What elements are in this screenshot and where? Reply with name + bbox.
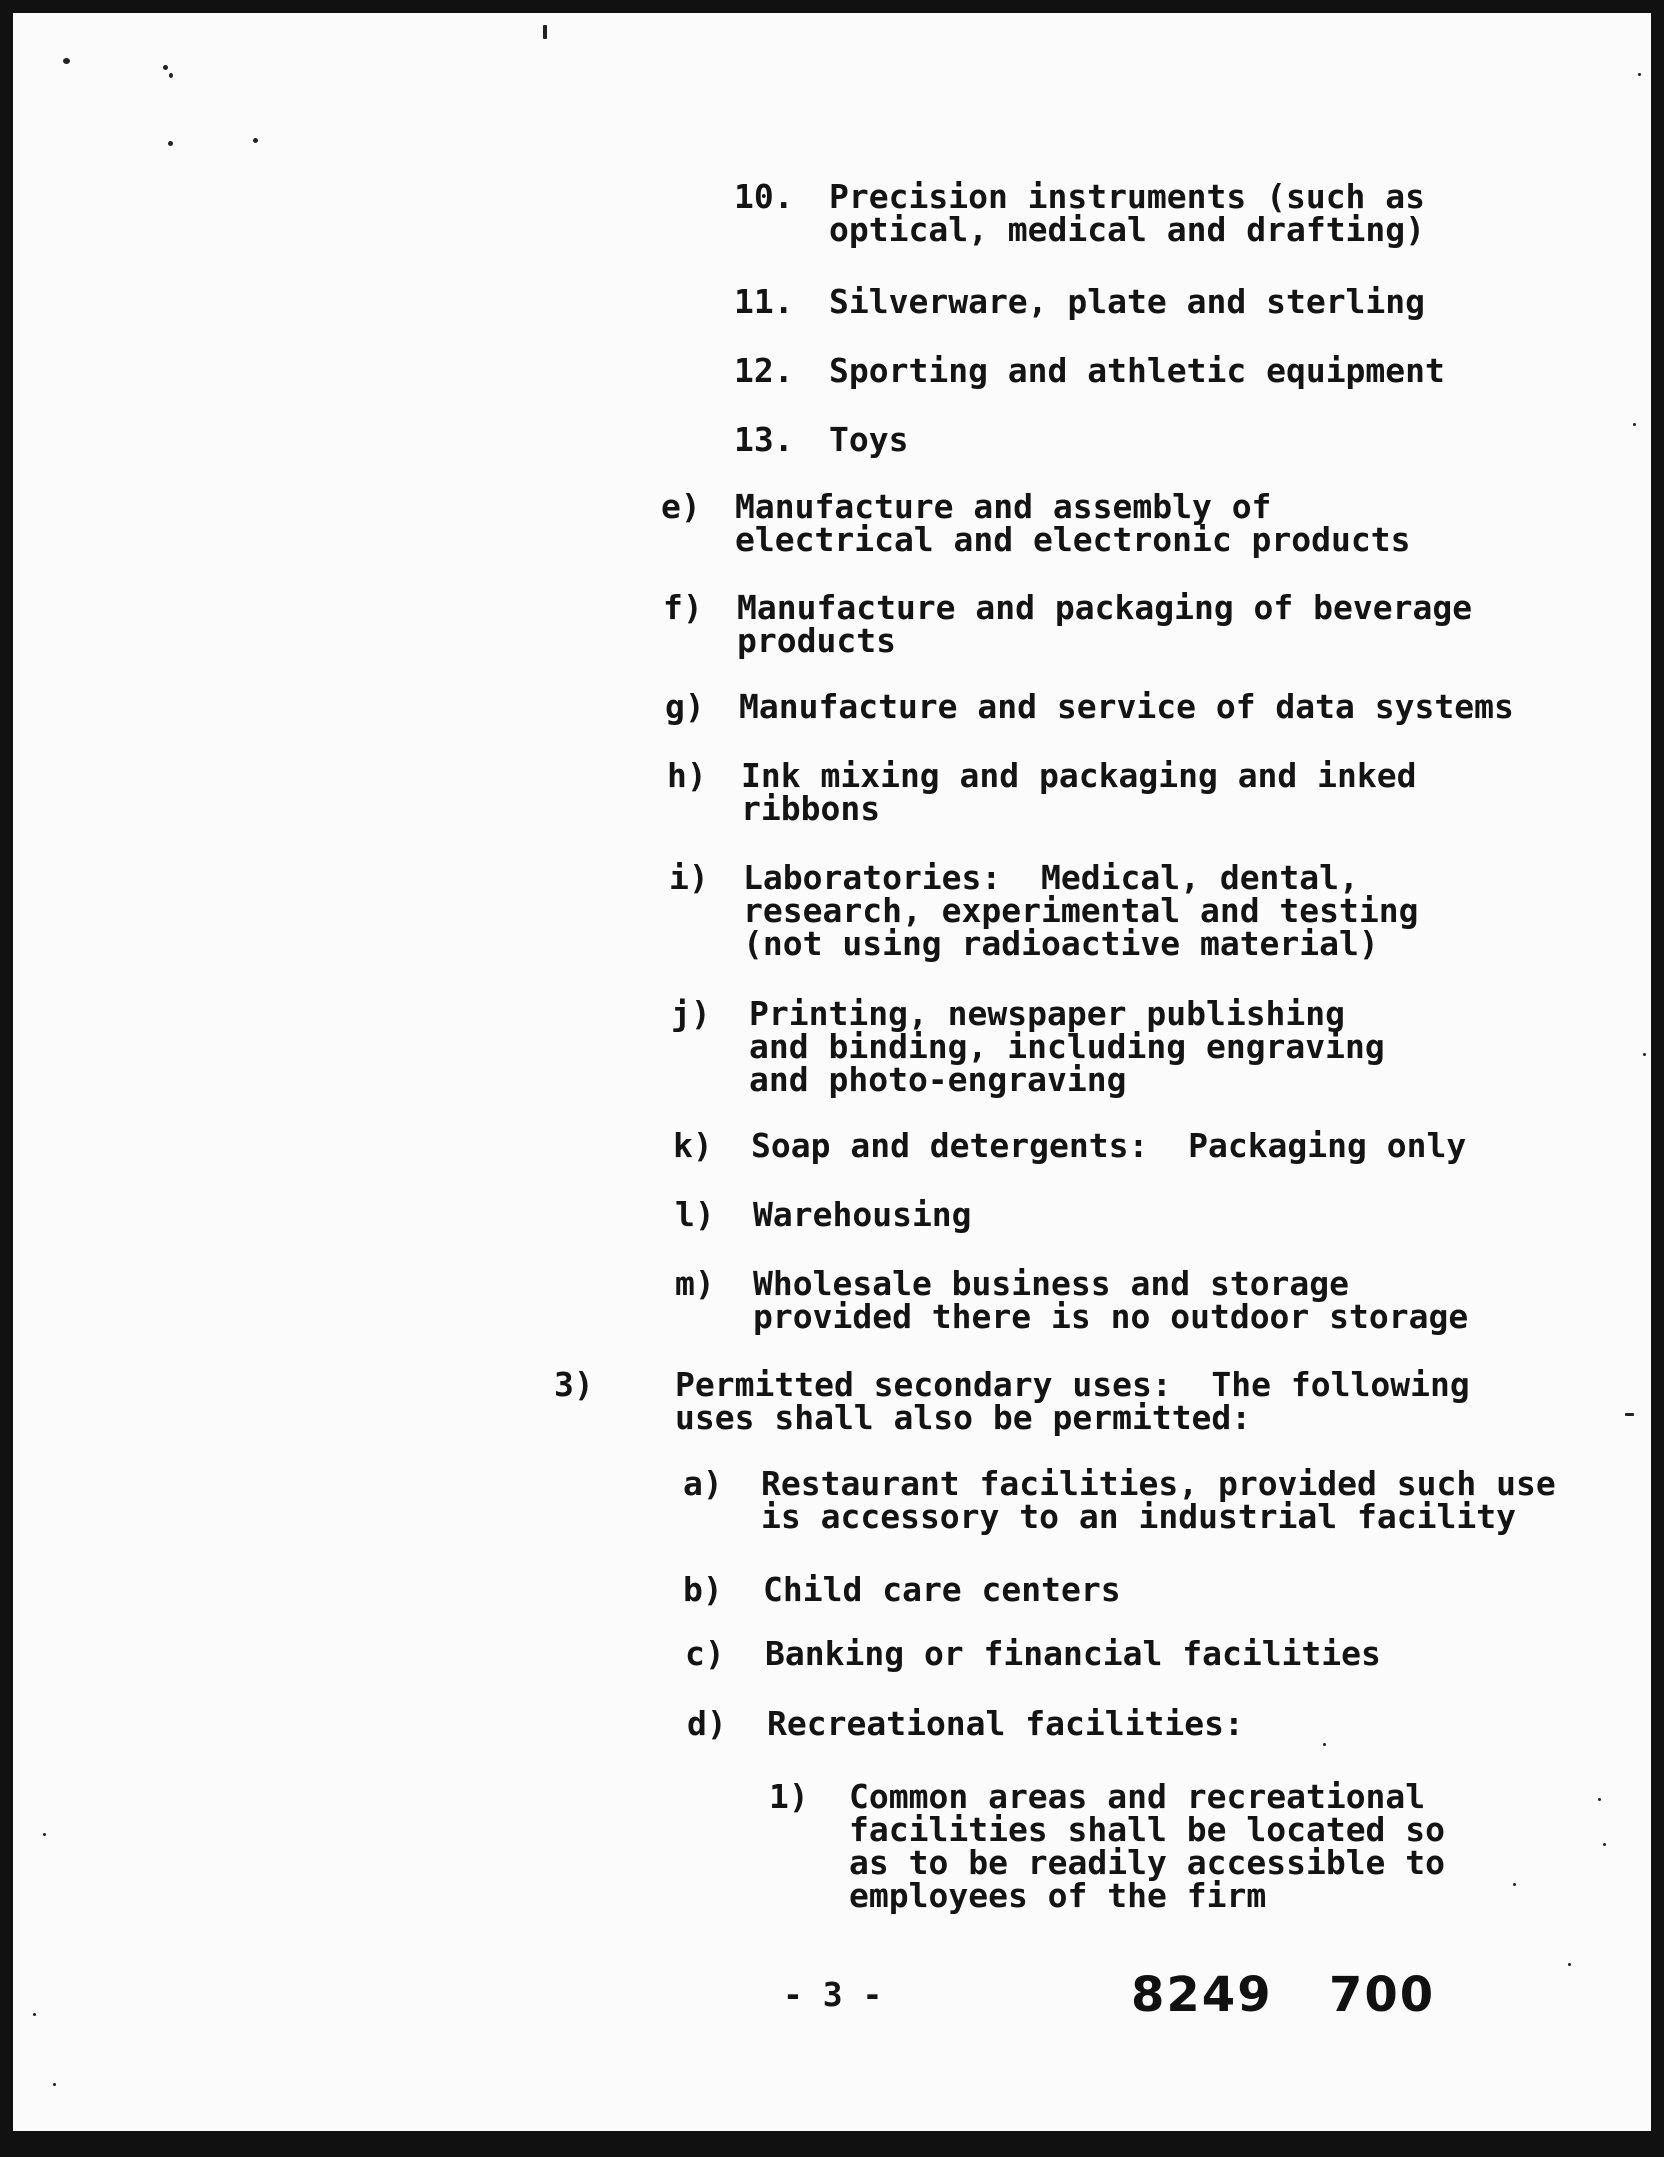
item-text-line: Banking or financial facilities bbox=[765, 1634, 1381, 1673]
item-text-line: Common areas and recreational bbox=[849, 1777, 1426, 1816]
scan-speck bbox=[1638, 73, 1641, 76]
scan-speck bbox=[1513, 1883, 1516, 1886]
item-text-line: and binding, including engraving bbox=[749, 1027, 1385, 1066]
item-text-line: Warehousing bbox=[753, 1195, 972, 1234]
item-label: d) bbox=[687, 1704, 727, 1743]
item-text-line: optical, medical and drafting) bbox=[829, 210, 1426, 249]
item-text-line: Manufacture and packaging of beverage bbox=[737, 588, 1473, 627]
item-text-line: products bbox=[737, 621, 896, 660]
document-number: 8249 bbox=[1131, 1967, 1273, 2023]
scan-speck bbox=[1603, 1843, 1606, 1846]
scan-speck bbox=[1568, 1963, 1571, 1966]
item-label: g) bbox=[665, 687, 705, 726]
scan-speck bbox=[169, 73, 173, 78]
scan-speck bbox=[1633, 423, 1636, 426]
scan-speck bbox=[43, 1833, 46, 1836]
scan-speck bbox=[53, 2083, 56, 2086]
item-text-line: and photo-engraving bbox=[749, 1060, 1127, 1099]
item-text-line: Laboratories: Medical, dental, bbox=[743, 858, 1359, 897]
item-text-line: Ink mixing and packaging and inked bbox=[741, 756, 1417, 795]
scan-speck bbox=[33, 2013, 36, 2016]
section-label: 3) bbox=[554, 1365, 594, 1404]
scan-speck bbox=[253, 138, 258, 143]
item-text-line: Silverware, plate and sterling bbox=[829, 282, 1426, 321]
item-label: a) bbox=[683, 1464, 723, 1503]
item-label: f) bbox=[663, 588, 703, 627]
page-number: - 3 - bbox=[783, 1975, 883, 2014]
document-page bbox=[13, 13, 1651, 2131]
item-text-line: Printing, newspaper publishing bbox=[749, 994, 1346, 1033]
item-text-line: Precision instruments (such as bbox=[829, 177, 1426, 216]
item-text-line: Wholesale business and storage bbox=[753, 1264, 1350, 1303]
item-text-line: facilities shall be located so bbox=[849, 1810, 1446, 1849]
document-page-number: 700 bbox=[1329, 1967, 1436, 2023]
item-label: b) bbox=[683, 1570, 723, 1609]
item-text-line: Permitted secondary uses: The following bbox=[675, 1365, 1470, 1404]
item-label: h) bbox=[667, 756, 707, 795]
item-text-line: research, experimental and testing bbox=[743, 891, 1419, 930]
item-text-line: (not using radioactive material) bbox=[743, 924, 1379, 963]
item-text-line: Manufacture and assembly of bbox=[735, 487, 1272, 526]
item-label: k) bbox=[673, 1126, 713, 1165]
scan-speck bbox=[168, 141, 173, 146]
item-label: 11. bbox=[734, 282, 794, 321]
item-text-line: is accessory to an industrial facility bbox=[761, 1497, 1516, 1536]
item-text-line: Child care centers bbox=[763, 1570, 1121, 1609]
item-text-line: uses shall also be permitted: bbox=[675, 1398, 1252, 1437]
scan-speck bbox=[1643, 1053, 1646, 1056]
item-label: l) bbox=[675, 1195, 715, 1234]
item-label: 13. bbox=[734, 420, 794, 459]
item-label: 10. bbox=[734, 177, 794, 216]
item-text-line: Sporting and athletic equipment bbox=[829, 351, 1445, 390]
item-text-line: Soap and detergents: Packaging only bbox=[751, 1126, 1467, 1165]
item-text-line: as to be readily accessible to bbox=[849, 1843, 1446, 1882]
item-text-line: electrical and electronic products bbox=[735, 520, 1411, 559]
scan-speck bbox=[1598, 1798, 1601, 1801]
item-label: i) bbox=[669, 858, 709, 897]
item-label: j) bbox=[671, 994, 711, 1033]
item-label: m) bbox=[675, 1264, 715, 1303]
item-text-line: ribbons bbox=[741, 789, 881, 828]
scan-speck bbox=[163, 65, 168, 70]
item-text-line: Restaurant facilities, provided such use bbox=[761, 1464, 1556, 1503]
item-text-line: employees of the firm bbox=[849, 1876, 1267, 1915]
item-text-line: Toys bbox=[829, 420, 909, 459]
scan-speck bbox=[1625, 1413, 1634, 1416]
item-text-line: Recreational facilities: bbox=[767, 1704, 1244, 1743]
item-text-line: Manufacture and service of data systems bbox=[739, 687, 1514, 726]
item-label: 12. bbox=[734, 351, 794, 390]
scan-speck bbox=[1323, 1743, 1326, 1746]
item-text-line: provided there is no outdoor storage bbox=[753, 1297, 1469, 1336]
item-label: e) bbox=[661, 487, 701, 526]
scan-speck bbox=[543, 25, 547, 39]
item-label: 1) bbox=[769, 1777, 809, 1816]
scan-speck bbox=[63, 58, 70, 64]
item-label: c) bbox=[685, 1634, 725, 1673]
